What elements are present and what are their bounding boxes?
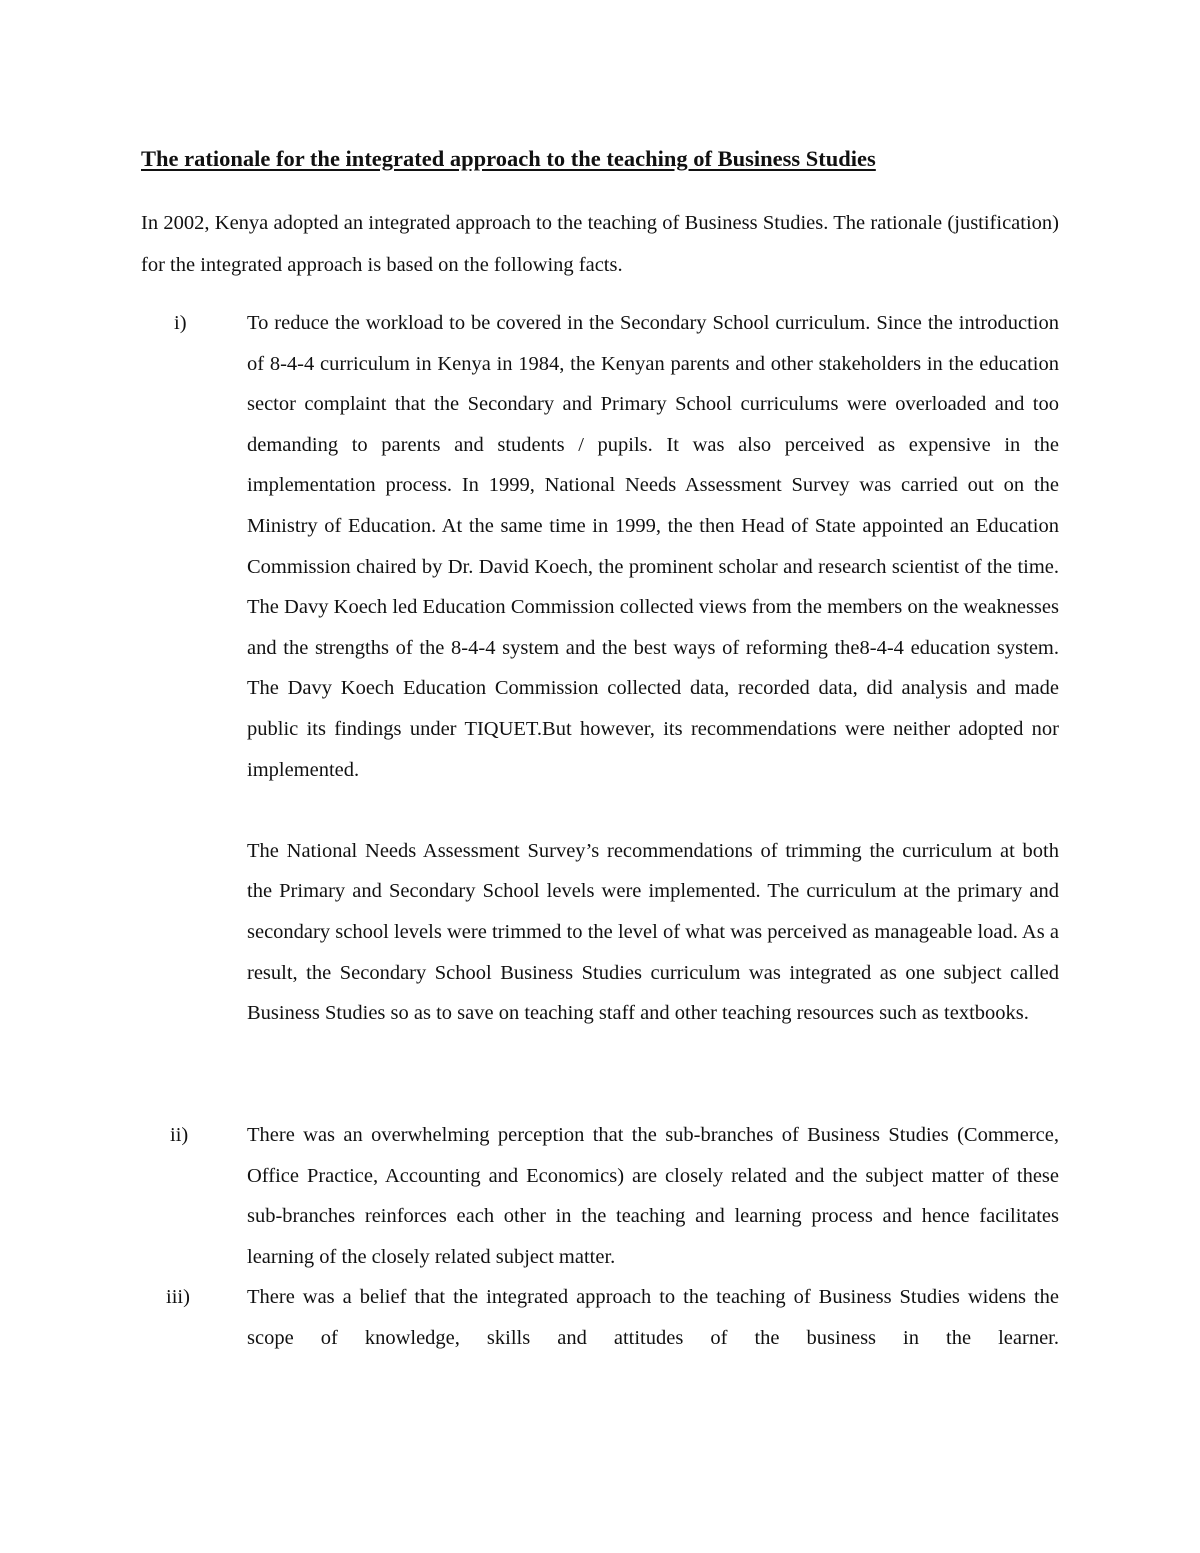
list-marker: i)	[174, 312, 187, 334]
list-item-body	[247, 1115, 1059, 1277]
paragraph: There was a belief that the integrated approach to the teaching of Business Studies widens the scope of knowledge, skills and attitudes of the business in the learner.	[247, 1286, 1059, 1349]
list-item-body	[247, 1277, 1059, 1358]
paragraph: There was an overwhelming perception that the sub-branches of Business Studies (Commerce, Office Practice, Accounting and Economics) are closely related and the subject matter of these sub-branches reinforces each other in the teaching and learning process and hence facilitates learning of the closely related subject matter.	[247, 1124, 1059, 1268]
list-marker: ii)	[170, 1124, 189, 1146]
intro-paragraph: In 2002, Kenya adopted an integrated approach to the teaching of Business Studies. The rationale (justification) for the integrated approach is based on the following facts.	[141, 212, 1059, 276]
paragraph: The National Needs Assessment Survey’s recommendations of trimming the curriculum at both the Primary and Secondary School levels were implemented. The curriculum at the primary and secondary school levels were trimmed to the level of what was perceived as manageable load. As a result, the Secondary School Business Studies curriculum was integrated as one subject called Business Studies so as to save on teaching staff and other teaching resources such as textbooks.	[247, 839, 1059, 1025]
document-title: The rationale for the integrated approach to the teaching of Business Studies	[141, 146, 876, 171]
list-item-body	[247, 303, 1059, 1034]
paragraph: To reduce the workload to be covered in the Secondary School curriculum. Since the introduction of 8-4-4 curriculum in Kenya in 1984, the Kenyan parents and other stakeholders in the education sector complaint that the Secondary and Primary School curriculums were overloaded and too demanding to parents and students / pupils. It was also perceived as expensive in the implementation process. In 1999, National Needs Assessment Survey was carried out on the Ministry of Education. At the same time in 1999, the then Head of State appointed an Education Commission chaired by Dr. David Koech, the prominent scholar and research scientist of the time. The Davy Koech led Education Commission collected views from the members on the weaknesses and the strengths of the 8-4-4 system and the best ways of reforming the8-4-4 education system. The Davy Koech Education Commission collected data, recorded data, did analysis and made public its findings under TIQUET.But however, its recommendations were neither adopted nor implemented.	[247, 312, 1059, 781]
list-marker: iii)	[166, 1286, 190, 1308]
